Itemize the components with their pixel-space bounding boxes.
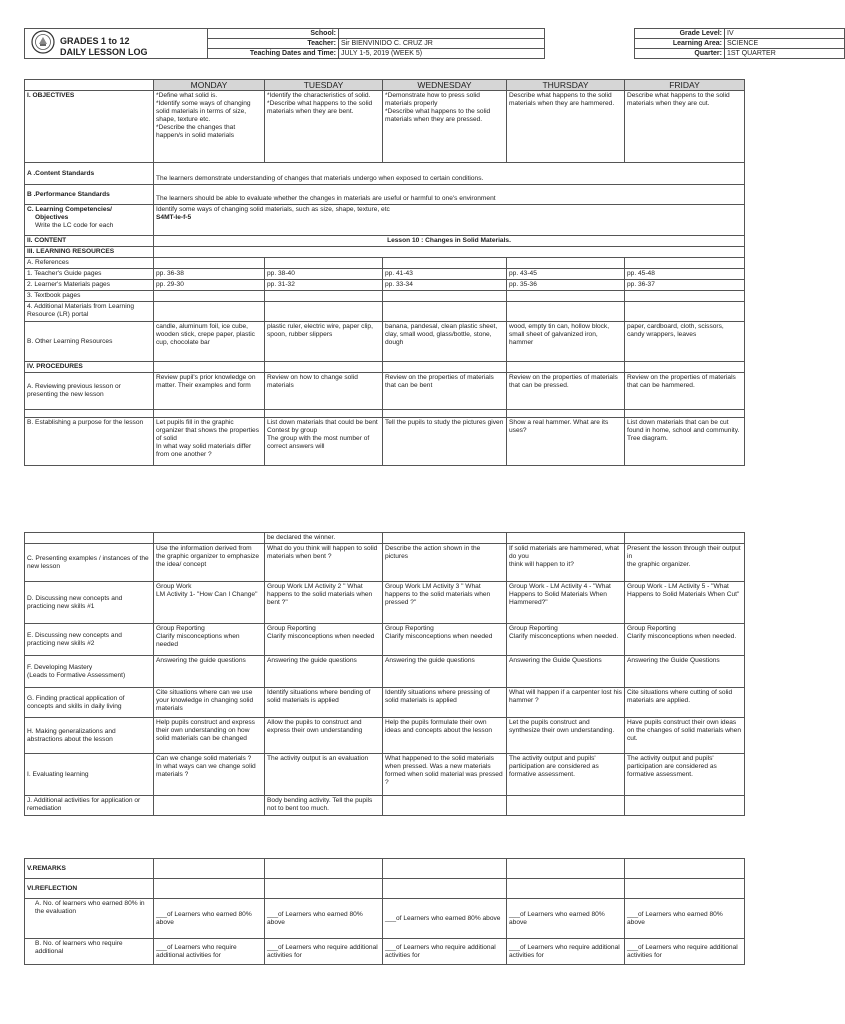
quarter-value: 1ST QUARTER — [725, 49, 845, 59]
procedure-i-friday: The activity output and pupils' participation are considered as formative assessment. — [625, 754, 745, 796]
performance-standards-row — [25, 185, 745, 205]
procedure-j-monday — [154, 796, 265, 816]
procedure-i-monday: Can we change solid materials ? In what ways can we change solid materials ? — [154, 754, 265, 796]
school-label: School: — [208, 29, 339, 39]
competencies-text: Identify some ways of changing solid materials, such as size, shape, texture, etc S4MT-Ie-f-5 — [154, 205, 745, 236]
procedure-e-thursday: Group Reporting Clarify misconceptions when needed. — [507, 624, 625, 656]
procedure-b-label: B. Establishing a purpose for the lesson — [25, 418, 154, 466]
reflection-b-monday: ___of Learners who require additional activities for — [154, 939, 265, 965]
remarks-label: V.REMARKS — [25, 859, 154, 879]
procedure-c-thursday: If solid materials are hammered, what do you think will happen to it? — [507, 544, 625, 582]
objectives-thursday: Describe what happens to the solid materials when they are hammered. — [507, 91, 625, 163]
procedure-i-thursday: The activity output and pupils' participation are considered as formative assessment. — [507, 754, 625, 796]
procedures-label: IV. PROCEDURES — [25, 362, 154, 373]
procedure-h-thursday: Let the pupils construct and synthesize their own understanding. — [507, 718, 625, 754]
procedure-a-row — [25, 373, 745, 410]
day-thursday: THURSDAY — [507, 80, 625, 91]
references-label: A. References — [25, 258, 154, 269]
procedure-e-label: E. Discussing new concepts and practicing new skills #2 — [25, 624, 154, 656]
content-label: II. CONTENT — [25, 236, 154, 247]
title-line-2: DAILY LESSON LOG — [60, 47, 148, 57]
quarter-label: Quarter: — [635, 49, 725, 59]
procedure-i-label: I. Evaluating learning — [25, 754, 154, 796]
procedure-c-tuesday: What do you think will happen to solid materials when bent ? — [265, 544, 383, 582]
procedure-b-continued-row — [25, 533, 745, 544]
tg-friday: pp. 45-48 — [625, 269, 745, 280]
reflection-label: VI.REFLECTION — [25, 879, 154, 899]
procedure-a-thursday: Review on the properties of materials that can be pressed. — [507, 373, 625, 410]
tg-tuesday: pp. 38-40 — [265, 269, 383, 280]
lm-wednesday: pp. 33-34 — [383, 280, 507, 291]
other-resources-label: B. Other Learning Resources — [25, 322, 154, 362]
lr-portal-label: 4. Additional Materials from Learning Resource (LR) portal — [25, 302, 154, 322]
procedure-h-tuesday: Allow the pupils to construct and express their own understanding — [265, 718, 383, 754]
reflection-a-row — [25, 899, 745, 939]
procedure-f-wednesday: Answering the guide questions — [383, 656, 507, 688]
procedure-f-monday: Answering the guide questions — [154, 656, 265, 688]
learners-materials-row — [25, 280, 745, 291]
objectives-label: I. OBJECTIVES — [25, 91, 154, 163]
procedure-d-tuesday: Group Work LM Activity 2 " What happens to the solid materials when bent ?" — [265, 582, 383, 624]
procedure-e-wednesday: Group Reporting Clarify misconceptions when needed — [383, 624, 507, 656]
procedure-f-row — [25, 656, 745, 688]
procedure-a-monday: Review pupil's prior knowledge on matter. Their examples and form — [154, 373, 265, 410]
lm-tuesday: pp. 31-32 — [265, 280, 383, 291]
school-value — [339, 29, 545, 39]
reflection-b-label: B. No. of learners who require additional — [25, 939, 154, 965]
day-tuesday: TUESDAY — [265, 80, 383, 91]
procedure-h-row — [25, 718, 745, 754]
content-standards-label: A .Content Standards — [25, 163, 154, 185]
learning-resources-label: III. LEARNING RESOURCES — [25, 247, 154, 258]
procedures-row — [25, 362, 745, 373]
procedure-g-friday: Cite situations where cutting of solid materials are applied. — [625, 688, 745, 718]
procedure-b-row — [25, 418, 745, 466]
competency-code: S4MT-Ie-f-5 — [156, 214, 192, 221]
lesson-table-part-3 — [24, 858, 745, 965]
procedure-a-tuesday: Review on how to change solid materials — [265, 373, 383, 410]
procedure-g-wednesday: Identify situations where pressing of solid materials is applied — [383, 688, 507, 718]
reflection-b-wednesday: ___of Learners who require additional activities for — [383, 939, 507, 965]
reflection-a-tuesday: ___of Learners who earned 80% above — [265, 899, 383, 939]
header-info-table — [24, 28, 845, 59]
title-line-1: GRADES 1 to 12 — [60, 36, 130, 46]
reflection-b-thursday: ___of Learners who require additional activities for — [507, 939, 625, 965]
procedure-a-label: A. Reviewing previous lesson or presenting the new lesson — [25, 373, 154, 410]
objectives-friday: Describe what happens to the solid materials when they are cut. — [625, 91, 745, 163]
procedure-c-wednesday: Describe the action shown in the pictures — [383, 544, 507, 582]
teachers-guide-row — [25, 269, 745, 280]
reflection-row — [25, 879, 745, 899]
procedure-b-tuesday-continued: be declared the winner. — [265, 533, 383, 544]
procedure-f-label: F. Developing Mastery (Leads to Formative Assessment) — [25, 656, 154, 688]
procedure-d-label: D. Discussing new concepts and practicing new skills #1 — [25, 582, 154, 624]
procedure-d-friday: Group Work - LM Activity 5 - "What Happens to Solid Materials When Cut" — [625, 582, 745, 624]
objectives-tuesday: *Identify the characteristics of solid. *Describe what happens to the solid materials when they are bent. — [265, 91, 383, 163]
procedure-f-tuesday: Answering the guide questions — [265, 656, 383, 688]
grade-level-label: Grade Level: — [635, 29, 725, 39]
procedure-c-friday: Present the lesson through their output in the graphic organizer. — [625, 544, 745, 582]
day-wednesday: WEDNESDAY — [383, 80, 507, 91]
procedure-g-thursday: What will happen if a carpenter lost his hammer ? — [507, 688, 625, 718]
teaching-dates-label: Teaching Dates and Time: — [208, 49, 339, 59]
objectives-monday: *Define what solid is. *Identify some ways of changing solid materials in terms of size, shape, texture etc. *Describe the changes that happen/s in solid materials — [154, 91, 265, 163]
learning-resources-row — [25, 247, 745, 258]
performance-standards-label: B .Performance Standards — [25, 185, 154, 205]
procedure-d-wednesday: Group Work LM Activity 3 " What happens to the solid materials when pressed ?" — [383, 582, 507, 624]
remarks-row — [25, 859, 745, 879]
procedure-i-row — [25, 754, 745, 796]
lm-monday: pp. 29-30 — [154, 280, 265, 291]
lm-friday: pp. 36-37 — [625, 280, 745, 291]
reflection-a-wednesday: ___of Learners who earned 80% above — [383, 899, 507, 939]
other-wednesday: banana, pandesal, clean plastic sheet, clay, small wood, glass/bottle, stone, dough — [383, 322, 507, 362]
procedure-h-monday: Help pupils construct and express their own understanding on how solid materials can be changed — [154, 718, 265, 754]
procedure-g-tuesday: Identify situations where bending of solid materials is applied — [265, 688, 383, 718]
performance-standards-text: The learners should be able to evaluate whether the changes in materials are useful or harmful to one's environment — [154, 185, 745, 205]
reflection-b-row — [25, 939, 745, 965]
procedure-c-label: C. Presenting examples / instances of the new lesson — [25, 544, 154, 582]
other-tuesday: plastic ruler, electric wire, paper clip, spoon, rubber slippers — [265, 322, 383, 362]
procedure-h-wednesday: Help the pupils formulate their own ideas and concepts about the lesson — [383, 718, 507, 754]
procedure-h-friday: Have pupils construct their own ideas on the changes of solid materials when cut. — [625, 718, 745, 754]
tg-wednesday: pp. 41-43 — [383, 269, 507, 280]
procedure-e-monday: Group Reporting Clarify misconceptions when needed — [154, 624, 265, 656]
procedure-e-row — [25, 624, 745, 656]
references-row — [25, 258, 745, 269]
learning-area-label: Learning Area: — [635, 39, 725, 49]
textbook-label: 3. Textbook pages — [25, 291, 154, 302]
content-row — [25, 236, 745, 247]
day-friday: FRIDAY — [625, 80, 745, 91]
procedure-e-tuesday: Group Reporting Clarify misconceptions when needed — [265, 624, 383, 656]
other-thursday: wood, empty tin can, hollow block, small sheet of galvanized iron, hammer — [507, 322, 625, 362]
procedure-c-row — [25, 544, 745, 582]
procedure-f-thursday: Answering the Guide Questions — [507, 656, 625, 688]
teacher-value: Sir BIENVINIDO C. CRUZ JR — [339, 39, 545, 49]
day-header-row — [25, 80, 745, 91]
procedure-b-friday: List down materials that can be cut found in home, school and community. Tree diagram. — [625, 418, 745, 466]
procedure-c-monday: Use the information derived from the graphic organizer to emphasize the idea/ concept — [154, 544, 265, 582]
tg-monday: pp. 36-38 — [154, 269, 265, 280]
procedure-j-wednesday — [383, 796, 507, 816]
reflection-a-friday: ___of Learners who earned 80% above — [625, 899, 745, 939]
procedure-j-tuesday: Body bending activity. Tell the pupils not to bent too much. — [265, 796, 383, 816]
procedure-j-label: J. Additional activities for application or remediation — [25, 796, 154, 816]
competencies-label: C. Learning Competencies/ Objectives Write the LC code for each — [25, 205, 154, 236]
other-friday: paper, cardboard, cloth, scissors, candy wrappers, leaves — [625, 322, 745, 362]
reflection-b-tuesday: ___of Learners who require additional activities for — [265, 939, 383, 965]
procedure-b-tuesday: List down materials that could be bent Contest by group The group with the most number of correct answers will — [265, 418, 383, 466]
competencies-row — [25, 205, 745, 236]
tg-thursday: pp. 43-45 — [507, 269, 625, 280]
procedure-j-row — [25, 796, 745, 816]
content-standards-text: The learners demonstrate understanding of changes that materials undergo when exposed to certain conditions. — [154, 163, 745, 185]
reflection-a-label: A. No. of learners who earned 80% in the evaluation — [25, 899, 154, 939]
procedure-j-friday — [625, 796, 745, 816]
procedure-j-thursday — [507, 796, 625, 816]
teaching-dates-value: JULY 1-5, 2019 (WEEK 5) — [339, 49, 545, 59]
reflection-a-monday: ___of Learners who earned 80% above — [154, 899, 265, 939]
spacer-row — [25, 410, 745, 418]
procedure-b-monday: Let pupils fill in the graphic organizer that shows the properties of solid In what way solid materials differ from one another ? — [154, 418, 265, 466]
procedure-a-friday: Review on the properties of materials that can be hammered. — [625, 373, 745, 410]
objectives-wednesday: *Demonstrate how to press solid materials properly *Describe what happens to the solid materials when they are pressed. — [383, 91, 507, 163]
procedure-i-wednesday: What happened to the solid materials when pressed. Was a new materials formed when solid material was pressed ? — [383, 754, 507, 796]
day-monday: MONDAY — [154, 80, 265, 91]
procedure-h-label: H. Making generalizations and abstractions about the lesson — [25, 718, 154, 754]
other-monday: candle, aluminum foil, ice cube, wooden stick, crepe paper, plastic cup, chocolate bar — [154, 322, 265, 362]
procedure-e-friday: Group Reporting Clarify misconceptions when needed. — [625, 624, 745, 656]
procedure-b-wednesday: Tell the pupils to study the pictures given — [383, 418, 507, 466]
procedure-i-tuesday: The activity output is an evaluation — [265, 754, 383, 796]
content-standards-row — [25, 163, 745, 185]
lesson-table-part-1 — [24, 79, 745, 466]
procedure-d-thursday: Group Work - LM Activity 4 - "What Happens to Solid Materials When Hammered?" — [507, 582, 625, 624]
lm-thursday: pp. 35-36 — [507, 280, 625, 291]
procedure-g-label: G. Finding practical application of concepts and skills in daily living — [25, 688, 154, 718]
procedure-a-wednesday: Review on the properties of materials that can be bent — [383, 373, 507, 410]
procedure-d-monday: Group Work LM Activity 1- "How Can I Change" — [154, 582, 265, 624]
procedure-g-monday: Cite situations where can we use your knowledge in changing solid materials — [154, 688, 265, 718]
teachers-guide-label: 1. Teacher's Guide pages — [25, 269, 154, 280]
textbook-row — [25, 291, 745, 302]
content-text: Lesson 10 : Changes in Solid Materials. — [154, 236, 745, 247]
lr-portal-row — [25, 302, 745, 322]
procedure-f-friday: Answering the Guide Questions — [625, 656, 745, 688]
lesson-table-part-2 — [24, 532, 745, 816]
other-resources-row — [25, 322, 745, 362]
learning-area-value: SCIENCE — [725, 39, 845, 49]
teacher-label: Teacher: — [208, 39, 339, 49]
grade-level-value: IV — [725, 29, 845, 39]
reflection-a-thursday: ___of Learners who earned 80% above — [507, 899, 625, 939]
objectives-row — [25, 91, 745, 163]
reflection-b-friday: ___of Learners who require additional activities for — [625, 939, 745, 965]
procedure-g-row — [25, 688, 745, 718]
procedure-b-thursday: Show a real hammer. What are its uses? — [507, 418, 625, 466]
procedure-d-row — [25, 582, 745, 624]
learners-materials-label: 2. Learner's Materials pages — [25, 280, 154, 291]
